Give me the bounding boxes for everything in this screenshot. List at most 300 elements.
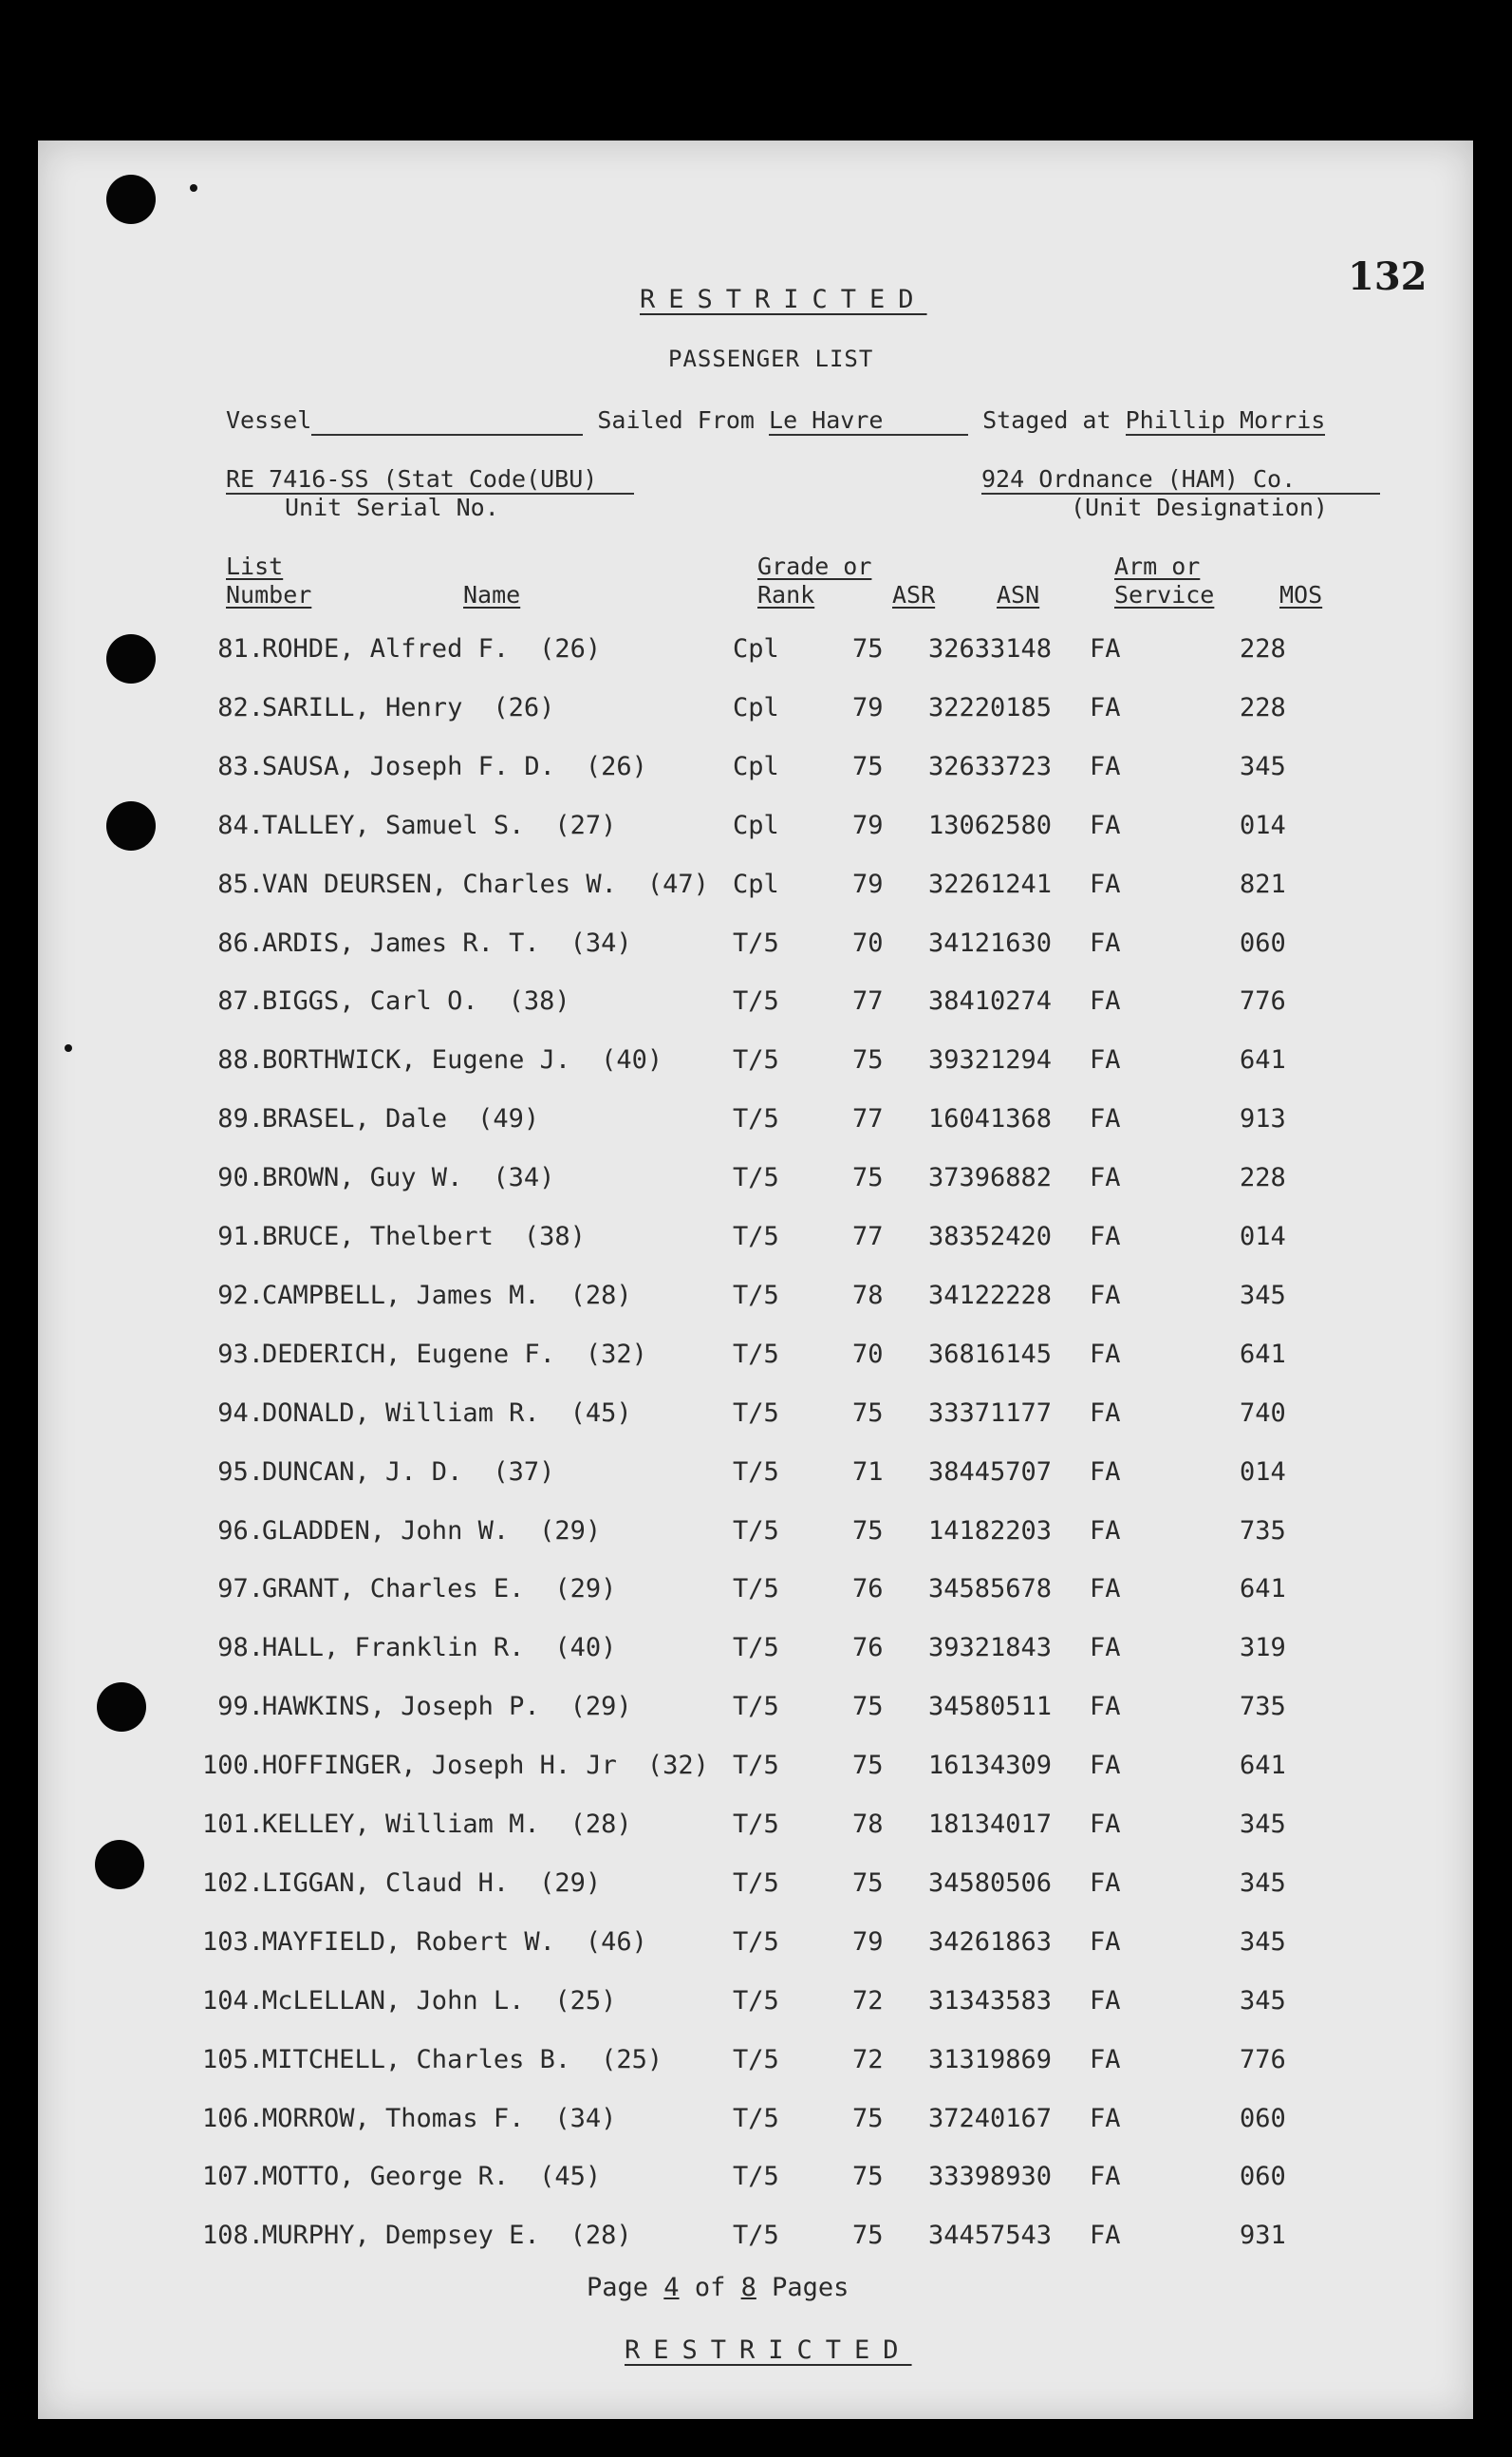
grade: T/5 (733, 2045, 779, 2074)
asr: 76 (852, 1574, 884, 1604)
list-number: 98. (217, 1633, 264, 1662)
sailed-from-value: Le Havre (769, 406, 968, 436)
passenger-name (262, 2045, 663, 2074)
age: (40) (601, 1045, 663, 1075)
table-row (0, 2162, 1435, 2209)
page-count: Page 4 of 8 Pages (587, 2273, 849, 2302)
grade: T/5 (733, 1516, 779, 1546)
asn: 39321294 (928, 1045, 1053, 1075)
arm-service: FA (1090, 1516, 1121, 1546)
asr: 79 (852, 870, 884, 899)
grade: T/5 (733, 1222, 779, 1251)
asr: 70 (852, 928, 884, 958)
arm-service: FA (1090, 1163, 1121, 1192)
name-text: MORROW, Thomas F. (262, 2104, 525, 2133)
asn: 36816145 (928, 1340, 1053, 1369)
list-number: 99. (217, 1692, 264, 1721)
passenger-name (262, 693, 554, 722)
asn: 38410274 (928, 986, 1053, 1016)
table-row (0, 1927, 1435, 1975)
name-text: TALLEY, Samuel S. (262, 811, 525, 840)
list-number: 101. (201, 1810, 264, 1839)
list-number: 86. (217, 928, 264, 958)
asn: 33398930 (928, 2162, 1053, 2191)
table-row (0, 986, 1435, 1034)
mos: 821 (1240, 870, 1286, 899)
table-row (0, 2221, 1435, 2268)
vessel-line (226, 406, 1325, 436)
name-text: MURPHY, Dempsey E. (262, 2221, 540, 2250)
restricted-header: RESTRICTED (640, 285, 927, 314)
age: (40) (554, 1633, 617, 1662)
name-text: SARILL, Henry (262, 693, 463, 722)
arm-service: FA (1090, 1810, 1121, 1839)
age: (28) (569, 1810, 632, 1839)
asr: 78 (852, 1281, 884, 1310)
table-row (0, 1692, 1435, 1739)
list-number: 85. (217, 870, 264, 899)
mos: 228 (1240, 693, 1286, 722)
arm-service: FA (1090, 1104, 1121, 1134)
list-number: 104. (201, 1986, 264, 2016)
arm-service: FA (1090, 752, 1121, 781)
grade: T/5 (733, 1751, 779, 1780)
table-row (0, 1104, 1435, 1152)
list-number: 90. (217, 1163, 264, 1192)
table-row (0, 1398, 1435, 1446)
mos: 641 (1240, 1340, 1286, 1369)
passenger-name (262, 1692, 632, 1721)
grade: Cpl (733, 870, 779, 899)
grade: T/5 (733, 1810, 779, 1839)
passenger-name (262, 986, 570, 1016)
document-title: PASSENGER LIST (668, 346, 874, 372)
table-row (0, 1810, 1435, 1857)
name-text: CAMPBELL, James M. (262, 1281, 540, 1310)
age: (47) (646, 870, 709, 899)
passenger-name (262, 1633, 616, 1662)
asn: 34457543 (928, 2221, 1053, 2250)
name-text: MITCHELL, Charles B. (262, 2045, 571, 2074)
list-number: 103. (201, 1927, 264, 1957)
passenger-name (262, 1986, 616, 2016)
table-row (0, 1574, 1435, 1622)
list-number: 88. (217, 1045, 264, 1075)
name-text: BIGGS, Carl O. (262, 986, 478, 1016)
mos: 228 (1240, 1163, 1286, 1192)
page-number: 132 (1348, 254, 1428, 299)
arm-service: FA (1090, 1868, 1121, 1898)
asr: 79 (852, 693, 884, 722)
passenger-name (262, 1927, 647, 1957)
age: (29) (539, 1516, 602, 1546)
age: (37) (493, 1457, 555, 1487)
name-text: VAN DEURSEN, Charles W. (262, 870, 617, 899)
age: (29) (539, 1868, 602, 1898)
mos: 776 (1240, 986, 1286, 1016)
asn: 32261241 (928, 870, 1053, 899)
passenger-name (262, 2104, 616, 2133)
mos: 345 (1240, 752, 1286, 781)
mos: 228 (1240, 634, 1286, 664)
arm-service: FA (1090, 634, 1121, 664)
ink-mark (190, 184, 197, 192)
grade: T/5 (733, 1927, 779, 1957)
col-header-list-number: List Number (226, 553, 312, 609)
passenger-name (262, 1104, 539, 1134)
mos: 641 (1240, 1751, 1286, 1780)
list-number: 81. (217, 634, 264, 664)
mos: 060 (1240, 2104, 1286, 2133)
name-text: ROHDE, Alfred F. (262, 634, 510, 664)
grade: T/5 (733, 1340, 779, 1369)
binder-hole (106, 175, 156, 224)
table-row (0, 1281, 1435, 1328)
list-number: 95. (217, 1457, 264, 1487)
list-number: 91. (217, 1222, 264, 1251)
name-text: BORTHWICK, Eugene J. (262, 1045, 571, 1075)
arm-service: FA (1090, 811, 1121, 840)
arm-service: FA (1090, 1045, 1121, 1075)
asr: 75 (852, 1751, 884, 1780)
asn: 34580511 (928, 1692, 1053, 1721)
age: (34) (569, 928, 632, 958)
passenger-name (262, 1281, 632, 1310)
asr: 75 (852, 634, 884, 664)
col-header-arm: Arm or Service (1114, 553, 1215, 609)
passenger-name (262, 1810, 632, 1839)
age: (45) (539, 2162, 602, 2191)
list-number: 92. (217, 1281, 264, 1310)
asn: 14182203 (928, 1516, 1053, 1546)
name-text: BRUCE, Thelbert (262, 1222, 494, 1251)
age: (27) (554, 811, 617, 840)
table-row (0, 1163, 1435, 1210)
arm-service: FA (1090, 2221, 1121, 2250)
passenger-name (262, 1045, 663, 1075)
passenger-name (262, 1163, 554, 1192)
list-number: 105. (201, 2045, 264, 2074)
table-row (0, 634, 1435, 682)
grade: T/5 (733, 1045, 779, 1075)
staged-at-label: Staged at (982, 406, 1111, 434)
grade: Cpl (733, 634, 779, 664)
grade: T/5 (733, 1281, 779, 1310)
name-text: HALL, Franklin R. (262, 1633, 525, 1662)
table-row (0, 1457, 1435, 1505)
list-number: 96. (217, 1516, 264, 1546)
grade: T/5 (733, 2221, 779, 2250)
age: (38) (523, 1222, 586, 1251)
list-number: 100. (201, 1751, 264, 1780)
age: (45) (569, 1398, 632, 1428)
mos: 641 (1240, 1045, 1286, 1075)
mos: 740 (1240, 1398, 1286, 1428)
unit-designation-value: 924 Ordnance (HAM) Co. (981, 465, 1380, 495)
passenger-name (262, 870, 709, 899)
passenger-name (262, 2162, 601, 2191)
col-header-mos: MOS (1279, 581, 1323, 609)
list-number: 89. (217, 1104, 264, 1134)
age: (28) (569, 1281, 632, 1310)
name-text: MAYFIELD, Robert W. (262, 1927, 555, 1957)
passenger-name (262, 1751, 709, 1780)
unit-designation-label: (Unit Designation) (1071, 494, 1328, 521)
asr: 75 (852, 1868, 884, 1898)
passenger-name (262, 1516, 601, 1546)
unit-serial-value: RE 7416-SS (Stat Code(UBU) (226, 465, 634, 495)
name-text: KELLEY, William M. (262, 1810, 540, 1839)
asn: 33371177 (928, 1398, 1053, 1428)
grade: T/5 (733, 1986, 779, 2016)
mos: 931 (1240, 2221, 1286, 2250)
asr: 75 (852, 1516, 884, 1546)
age: (25) (554, 1986, 617, 2016)
age: (32) (646, 1751, 709, 1780)
age: (29) (569, 1692, 632, 1721)
table-row (0, 693, 1435, 741)
grade: T/5 (733, 1633, 779, 1662)
mos: 345 (1240, 1281, 1286, 1310)
grade: T/5 (733, 1574, 779, 1604)
name-text: McLELLAN, John L. (262, 1986, 525, 2016)
vessel-blank (311, 406, 583, 436)
name-text: HOFFINGER, Joseph H. Jr (262, 1751, 617, 1780)
table-row (0, 1633, 1435, 1680)
asn: 38352420 (928, 1222, 1053, 1251)
col-header-asr: ASR (892, 581, 936, 609)
grade: T/5 (733, 1104, 779, 1134)
mos: 735 (1240, 1692, 1286, 1721)
grade: T/5 (733, 986, 779, 1016)
arm-service: FA (1090, 986, 1121, 1016)
passenger-name (262, 752, 647, 781)
name-text: SAUSA, Joseph F. D. (262, 752, 555, 781)
name-text: BROWN, Guy W. (262, 1163, 463, 1192)
asr: 75 (852, 2221, 884, 2250)
staged-at-value: Phillip Morris (1125, 406, 1326, 434)
name-text: LIGGAN, Claud H. (262, 1868, 510, 1898)
table-row (0, 1340, 1435, 1387)
arm-service: FA (1090, 693, 1121, 722)
passenger-name (262, 634, 601, 664)
vessel-label: Vessel (226, 406, 312, 434)
name-text: DONALD, William R. (262, 1398, 540, 1428)
name-text: GRANT, Charles E. (262, 1574, 525, 1604)
asn: 16134309 (928, 1751, 1053, 1780)
age: (26) (493, 693, 555, 722)
list-number: 106. (201, 2104, 264, 2133)
asn: 13062580 (928, 811, 1053, 840)
asn: 39321843 (928, 1633, 1053, 1662)
name-text: GLADDEN, John W. (262, 1516, 510, 1546)
arm-service: FA (1090, 1927, 1121, 1957)
grade: T/5 (733, 2104, 779, 2133)
table-row (0, 1751, 1435, 1798)
asr: 75 (852, 1692, 884, 1721)
asn: 32633723 (928, 752, 1053, 781)
asr: 76 (852, 1633, 884, 1662)
passenger-name (262, 928, 632, 958)
list-number: 84. (217, 811, 264, 840)
sailed-from-label: Sailed From (597, 406, 755, 434)
age: (38) (508, 986, 570, 1016)
age: (28) (569, 2221, 632, 2250)
grade: Cpl (733, 752, 779, 781)
asn: 32220185 (928, 693, 1053, 722)
table-row (0, 811, 1435, 858)
asr: 75 (852, 1163, 884, 1192)
name-text: DEDERICH, Eugene F. (262, 1340, 555, 1369)
asn: 31319869 (928, 2045, 1053, 2074)
mos: 014 (1240, 1457, 1286, 1487)
table-row (0, 1222, 1435, 1269)
list-number: 83. (217, 752, 264, 781)
asr: 78 (852, 1810, 884, 1839)
passenger-name (262, 2221, 632, 2250)
arm-service: FA (1090, 928, 1121, 958)
grade: Cpl (733, 693, 779, 722)
asr: 77 (852, 1104, 884, 1134)
list-number: 82. (217, 693, 264, 722)
asr: 77 (852, 986, 884, 1016)
list-number: 108. (201, 2221, 264, 2250)
arm-service: FA (1090, 1222, 1121, 1251)
age: (49) (477, 1104, 540, 1134)
name-text: DUNCAN, J. D. (262, 1457, 463, 1487)
mos: 014 (1240, 1222, 1286, 1251)
asr: 72 (852, 1986, 884, 2016)
table-row (0, 2045, 1435, 2092)
mos: 345 (1240, 1927, 1286, 1957)
age: (25) (601, 2045, 663, 2074)
arm-service: FA (1090, 1633, 1121, 1662)
asn: 37240167 (928, 2104, 1053, 2133)
mos: 060 (1240, 2162, 1286, 2191)
arm-service: FA (1090, 1692, 1121, 1721)
arm-service: FA (1090, 1986, 1121, 2016)
arm-service: FA (1090, 1751, 1121, 1780)
asr: 70 (852, 1340, 884, 1369)
asn: 32633148 (928, 634, 1053, 664)
arm-service: FA (1090, 870, 1121, 899)
grade: T/5 (733, 1457, 779, 1487)
asn: 34261863 (928, 1927, 1053, 1957)
mos: 014 (1240, 811, 1286, 840)
mos: 345 (1240, 1986, 1286, 2016)
age: (26) (585, 752, 647, 781)
asn: 34580506 (928, 1868, 1053, 1898)
arm-service: FA (1090, 1574, 1121, 1604)
passenger-name (262, 1574, 616, 1604)
name-text: BRASEL, Dale (262, 1104, 448, 1134)
grade: T/5 (733, 1868, 779, 1898)
asr: 72 (852, 2045, 884, 2074)
name-text: MOTTO, George R. (262, 2162, 510, 2191)
age: (32) (585, 1340, 647, 1369)
arm-service: FA (1090, 1457, 1121, 1487)
list-number: 87. (217, 986, 264, 1016)
asr: 75 (852, 1398, 884, 1428)
asr: 77 (852, 1222, 884, 1251)
passenger-name (262, 811, 616, 840)
asr: 75 (852, 1045, 884, 1075)
list-number: 107. (201, 2162, 264, 2191)
mos: 641 (1240, 1574, 1286, 1604)
grade: T/5 (733, 1692, 779, 1721)
arm-service: FA (1090, 1281, 1121, 1310)
table-row (0, 1516, 1435, 1564)
age: (34) (554, 2104, 617, 2133)
passenger-name (262, 1340, 647, 1369)
list-number: 102. (201, 1868, 264, 1898)
table-row (0, 870, 1435, 917)
unit-serial-label: Unit Serial No. (285, 494, 499, 521)
asn: 18134017 (928, 1810, 1053, 1839)
arm-service: FA (1090, 2104, 1121, 2133)
asn: 34121630 (928, 928, 1053, 958)
restricted-footer: RESTRICTED (625, 2335, 912, 2365)
asn: 34122228 (928, 1281, 1053, 1310)
asr: 75 (852, 2104, 884, 2133)
col-header-grade: Grade or Rank (757, 553, 872, 609)
table-row (0, 1868, 1435, 1916)
table-row (0, 1986, 1435, 2034)
age: (29) (554, 1574, 617, 1604)
name-text: ARDIS, James R. T. (262, 928, 540, 958)
table-row (0, 1045, 1435, 1093)
mos: 345 (1240, 1868, 1286, 1898)
asr: 79 (852, 811, 884, 840)
list-number: 94. (217, 1398, 264, 1428)
asn: 38445707 (928, 1457, 1053, 1487)
passenger-name (262, 1222, 586, 1251)
passenger-name (262, 1398, 632, 1428)
grade: Cpl (733, 811, 779, 840)
mos: 776 (1240, 2045, 1286, 2074)
col-header-asn: ASN (997, 581, 1040, 609)
asr: 79 (852, 1927, 884, 1957)
arm-service: FA (1090, 1398, 1121, 1428)
list-number: 97. (217, 1574, 264, 1604)
asr: 71 (852, 1457, 884, 1487)
asr: 75 (852, 2162, 884, 2191)
asn: 31343583 (928, 1986, 1053, 2016)
asr: 75 (852, 752, 884, 781)
arm-service: FA (1090, 1340, 1121, 1369)
passenger-name (262, 1868, 601, 1898)
grade: T/5 (733, 2162, 779, 2191)
arm-service: FA (1090, 2045, 1121, 2074)
mos: 913 (1240, 1104, 1286, 1134)
asn: 34585678 (928, 1574, 1053, 1604)
age: (26) (539, 634, 602, 664)
asn: 37396882 (928, 1163, 1053, 1192)
grade: T/5 (733, 928, 779, 958)
table-row (0, 752, 1435, 799)
age: (46) (585, 1927, 647, 1957)
arm-service: FA (1090, 2162, 1121, 2191)
age: (34) (493, 1163, 555, 1192)
table-row (0, 2104, 1435, 2151)
mos: 060 (1240, 928, 1286, 958)
col-header-name: Name (463, 581, 521, 609)
mos: 735 (1240, 1516, 1286, 1546)
mos: 319 (1240, 1633, 1286, 1662)
list-number: 93. (217, 1340, 264, 1369)
mos: 345 (1240, 1810, 1286, 1839)
table-row (0, 928, 1435, 976)
